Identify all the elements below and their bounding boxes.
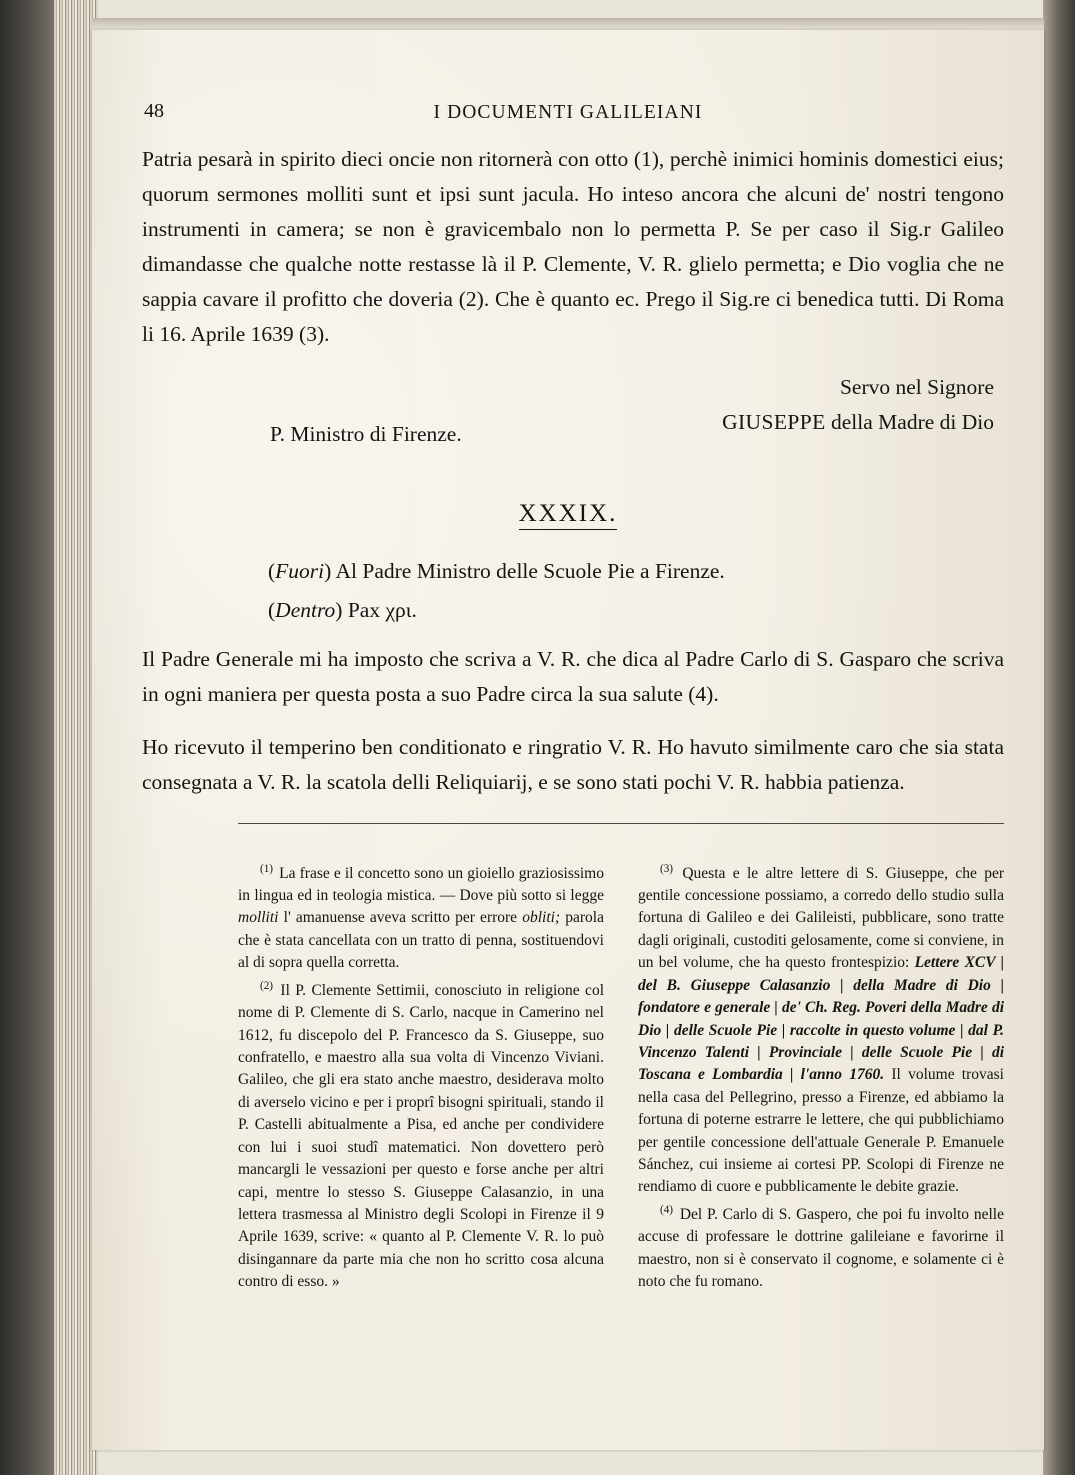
signature-line-2: [722, 405, 994, 440]
section-number-text: XXXIX.: [519, 500, 618, 530]
page-content: [92, 30, 1044, 1450]
footnote-1-italic-2: obliti;: [522, 909, 561, 927]
body-paragraph-1: Patria pesarà in spirito dieci oncie non ritornerà con otto (1), perchè inimici hominis domestici eius; quorum sermones molliti sunt et ipsi sunt jacula. Ho inteso ancora che alcuni de' nostri tengono instrumenti in camera; se non è gravicembalo non lo permetta P. Se per caso il Sig.r Galileo dimandasse che qualche notte restasse là il P. Clemente, V. R. glielo permetta; e Dio voglia che ne sappia cavare il profitto che doveria (2). Che è quanto ec. Prego il Sig.re ci benedica tutti. Di Roma li 16. Aprile 1639 (3).: [142, 147, 1004, 346]
footnote-1-italic-1: molliti: [238, 909, 279, 927]
body-paragraph-3: Ho ricevuto il temperino ben conditionato e ringratio V. R. Ho havuto similmente caro che sia stata consegnata a V. R. la scatola delli Reliquiarij, e se sono stati pochi V. R. habbia patienza.: [142, 735, 1004, 794]
signature-name: GIUSEPPE: [722, 410, 826, 434]
body-paragraph-2: Il Padre Generale mi ha imposto che scriva a V. R. che dica al Padre Carlo di S. Gasparo che scriva in ogni maniera per questa posta a suo Padre circa la sua salute (4).: [142, 647, 1004, 706]
footnote-1-text-a: La frase e il concetto sono un gioiello graziosissimo in lingua ed in teologia mistica. — Dove più sotto si legge: [238, 864, 604, 905]
fuori-label: Fuori: [275, 559, 325, 583]
footnote-2-mark: (2): [260, 979, 274, 992]
footnote-1: [238, 858, 604, 975]
footnote-1-text-c: parola che è stata cancellata con un tratto di penna, sostituendovi al di sopra quella corretta.: [238, 909, 604, 972]
address-inside-line: (Dentro) Pax χρι.: [268, 598, 417, 622]
footnote-1-mark: (1): [260, 862, 274, 875]
dentro-label: Dentro: [275, 598, 336, 622]
section-number: [92, 500, 1044, 528]
footnote-1-text-b: l' amanuense aveva scritto per errore: [278, 909, 523, 927]
signature-name-rest: della Madre di Dio: [825, 410, 994, 434]
footnote-3: [638, 858, 1004, 1199]
footnote-3-italic-1: Lettere XCV | del B. Giuseppe Calasanzio | della Madre di Dio | fondatore e generale | de' Ch. Reg. Poveri della Madre di Dio | delle Scuole Pie | raccolte in questo volume | dal P. Vincenzo Talenti | Provinciale | delle Scuole Pie | di Toscana e Lombardia | l'anno 1760.: [638, 954, 1004, 1084]
fuori-text: ) Al Padre Ministro delle Scuole Pie a Firenze.: [324, 559, 725, 583]
signature-line-1: Servo nel Signore: [839, 375, 994, 399]
footnote-2-text-a: Il P. Clemente Settimii, conosciuto in religione col nome di P. Clemente di S. Carlo, nacque in Camerino nel 1612, fu discepolo del P. Francesco da S. Giuseppe, suo confratello, e maestro alla sua volta di Vincenzo Viviani. Galileo, che gli era stato anche maestro, desiderava molto di averselo vicino e per i proprî bisogni spirituali, stando il P. Castelli abitualmente a Pisa, ed anche per condividere con lui i suoi studî matematici. Non dovettero però mancargli le vessazioni per questo e forse anche per altri capi, mentre lo stesso S. Giuseppe Calasanzio, in una lettera trasmessa al Ministro degli Scolopi in Firenze il 9 Aprile 1639, scrive: « quanto al P. Clemente V. R. lo può disingannare da parte mia che non ho scritto cosa alcuna contro di esso. »: [238, 981, 604, 1291]
letter-addressee: P. Ministro di Firenze.: [270, 422, 462, 446]
page-sheet: [92, 30, 1044, 1450]
footnote-column-right: [638, 842, 1004, 1294]
dentro-text: ) Pax χρι.: [335, 598, 417, 622]
footnotes: [238, 842, 1004, 1294]
footnote-3-text-a: Questa e le altre lettere di S. Giuseppe, che per gentile concessione possiamo, a corredo dello studio sulla fortuna di Galileo e dei Galileisti, pubblicare, sono tratte dagli originali, custoditi gelosamente, come si conviene, in un bel volume, che ha questo frontespizio:: [638, 864, 1004, 972]
footnote-2: [238, 975, 604, 1294]
footnote-4-text-a: Del P. Carlo di S. Gaspero, che poi fu involto nelle accuse di professare le dottrine galileiane e favorirne il maestro, non si è conservato il cognome, e solamente ci è noto che fu romano.: [638, 1205, 1004, 1291]
address-outside-line: (Fuori) Al Padre Ministro delle Scuole Pie a Firenze.: [268, 559, 725, 583]
book-left-shadow: [0, 0, 62, 1475]
book-right-shadow: [1043, 0, 1075, 1475]
letter-signature: [722, 370, 994, 440]
footnote-column-left: [238, 842, 604, 1294]
page-number: 48: [144, 100, 164, 122]
footnote-4: [638, 1199, 1004, 1294]
running-head: I DOCUMENTI GALILEIANI: [433, 102, 703, 123]
footnote-4-mark: (4): [660, 1203, 674, 1216]
footnote-rule: [238, 823, 1004, 824]
footnote-3-text-b: Il volume trovasi nella casa del Pellegrino, presso a Firenze, ed abbiamo la fortuna di poterne estrarre le lettere, che qui pubblichiamo per gentile concessione dell'attuale Generale P. Emanuele Sánchez, cui insieme ai cortesi PP. Scolopi di Firenze ne rendiamo di cuore e pubblicamente le debite grazie.: [638, 1066, 1004, 1196]
footnote-3-mark: (3): [660, 862, 674, 875]
